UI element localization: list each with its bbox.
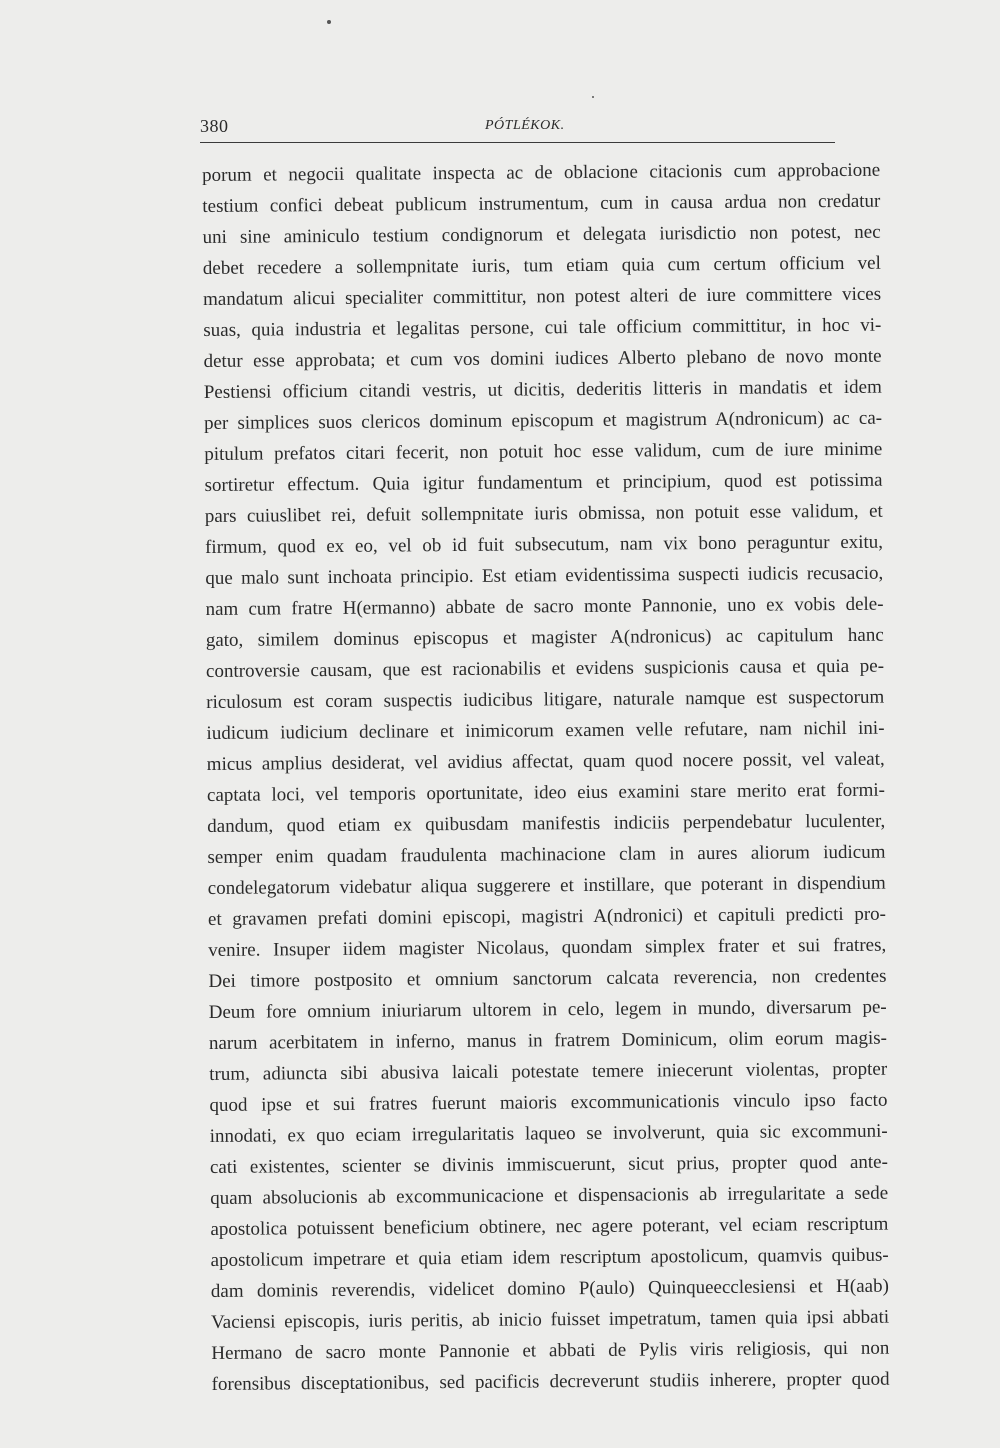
text-line: per simplices suos clericos dominum episcopum et magistrum A(ndronicum) ac ca- — [203, 407, 883, 434]
text-line: narum acerbitatem in inferno, manus in fratrem Dominicum, olim eorum magis- — [208, 1027, 888, 1054]
page-number: 380 — [200, 116, 229, 136]
text-line: suas, quia industria et legalitas persone, cui tale officium committitur, in hoc vi- — [203, 314, 882, 341]
text-line: Pestiensi officium citandi vestris, ut dicitis, dederitis litteris in mandatis et idem — [203, 376, 882, 403]
text-line: testium confici debeat publicum instrumentum, cum in causa ardua non credatur — [202, 190, 881, 217]
text-line: quam absolucionis ab excommunicacione et dispensacionis ab irregularitate a sede — [210, 1182, 889, 1209]
ink-speck — [592, 96, 594, 98]
text-line: captata loci, vel temporis oportunitate, ideo eius examini stare merito erat formi- — [206, 779, 886, 806]
text-line: Hermano de sacro monte Pannonie et abbati de Pylis viris religiosis, qui non — [211, 1337, 890, 1364]
text-line: et gravamen prefati domini episcopi, magistri A(ndronici) et capituli predicti pro- — [207, 903, 887, 930]
text-line: Vaciensi episcopis, iuris peritis, ab inicio fuisset impetratum, tamen quia ipsi abbati — [211, 1306, 890, 1333]
page-header — [200, 116, 835, 143]
text-line: semper enim quadam fraudulenta machinacione clam in aures aliorum iudicum — [207, 841, 886, 868]
text-line: apostolica potuissent beneficium obtinere, nec agere poterant, vel eciam rescriptum — [210, 1213, 889, 1240]
text-line: apostolicum impetrare et quia etiam idem rescriptum apostolicum, quamvis quibus- — [210, 1244, 889, 1271]
text-line: riculosum est coram suspectis iudicibus litigare, naturale namque est suspectorum — [206, 686, 885, 713]
text-line: quod ipse et sui fratres fuerunt maioris excommunicationis vinculo ipso facto — [209, 1089, 888, 1116]
text-line: micus amplius desiderat, vel avidius affectat, quam quod nocere possit, vel valeat, — [206, 748, 885, 775]
ink-speck — [327, 20, 331, 24]
text-line: firmum, quod ex eo, vel ob id fuit subsecutum, nam vix bono peraguntur exitu, — [204, 531, 884, 558]
text-line: cati existentes, scienter se divinis immiscuerunt, sicut prius, propter quod ante- — [209, 1151, 888, 1178]
text-line: Dei timore postposito et omnium sanctorum calcata reverencia, non credentes — [208, 965, 887, 992]
text-line: debet recedere a sollempnitate iuris, tum etiam quia cum certum officium vel — [202, 252, 881, 279]
text-line: dam dominis reverendis, videlicet domino P(aulo) Quinqueecclesiensi et H(aab) — [210, 1275, 889, 1302]
text-line: gato, similem dominus episcopus et magister A(ndronicus) ac capitulum hanc — [205, 624, 884, 651]
text-line: dandum, quod etiam ex quibusdam manifestis indiciis perpendebatur luculenter, — [207, 810, 886, 837]
text-line: que malo sunt inchoata principio. Est etiam evidentissima suspecti iudicis recusacio, — [205, 562, 884, 589]
text-line: porum et negocii qualitate inspecta ac de oblacione citacionis cum approbacione — [202, 159, 881, 186]
text-line: Deum fore omnium iniuriarum ultorem in celo, legem in mundo, diversarum pe- — [208, 996, 887, 1023]
text-line: uni sine aminiculo testium condignorum et delegata iurisdictio non potest, nec — [202, 221, 881, 248]
text-line: sortiretur effectum. Quia igitur fundamentum et principium, quod est potissima — [204, 469, 883, 496]
text-line: venire. Insuper iidem magister Nicolaus, quondam simplex frater et sui fratres, — [208, 934, 887, 961]
text-line: nam cum fratre H(ermanno) abbate de sacro monte Pannonie, uno ex vobis dele- — [205, 593, 884, 620]
text-line: detur esse approbata; et cum vos domini iudices Alberto plebano de novo monte — [203, 345, 882, 372]
text-line: pitulum prefatos citari fecerit, non potuit hoc esse validum, cum de iure minime — [204, 438, 883, 465]
text-line: mandatum alicui specialiter committitur, non potest alteri de iure committere vices — [203, 283, 882, 310]
text-line: condelegatorum videbatur aliqua suggerere et instillare, que poterant in dispendium — [207, 872, 886, 899]
running-title: PÓTLÉKOK. — [485, 118, 565, 133]
body-text — [202, 155, 890, 1400]
text-line: controversie causam, que est racionabilis et evidens suspicionis causa et quia pe- — [205, 655, 885, 682]
text-line: pars cuiuslibet rei, defuit sollempnitate iuris obmissa, non potuit esse validum, et — [204, 500, 883, 527]
text-line: forensibus disceptationibus, sed pacificis decreverunt studiis inherere, propter quod — [211, 1368, 890, 1395]
text-line: trum, adiuncta sibi abusiva laicali potestate temere iniecerunt violentas, propter — [209, 1058, 888, 1085]
text-line: innodati, ex quo eciam irregularitatis laqueo se involverunt, quia sic excommuni- — [209, 1120, 888, 1147]
text-line: iudicum iudicium declinare et inimicorum examen velle refutare, nam nichil ini- — [206, 717, 885, 744]
